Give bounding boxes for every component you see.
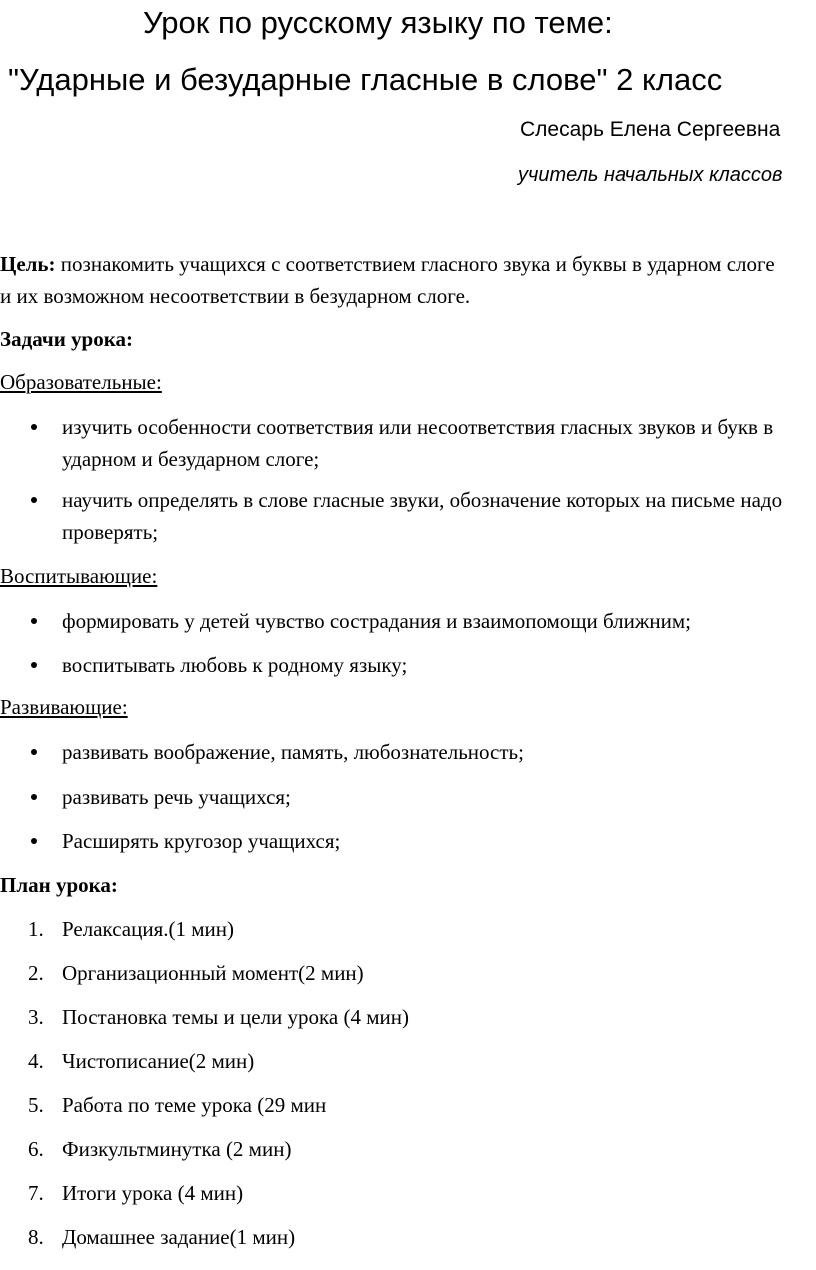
developing-heading: Развивающие:: [0, 695, 128, 719]
list-item: [62, 825, 807, 857]
list-item: [62, 736, 807, 768]
plan-item-text: Итоги урока (4 мин): [62, 1181, 244, 1205]
upbringing-heading: Воспитывающие:: [0, 564, 158, 588]
plan-item-text: Постановка темы и цели урока (4 мин): [62, 1005, 409, 1029]
plan-item-number: 6.: [28, 1137, 44, 1161]
bullet-icon: [31, 749, 37, 755]
list-item: [62, 484, 807, 548]
bullet-icon: [31, 794, 37, 800]
bullet-icon: [31, 838, 37, 844]
developing-item-3: Расширять кругозор учащихся;: [62, 829, 341, 853]
upbringing-item-2: воспитывать любовь к родному языку;: [62, 653, 408, 677]
plan-item-text: Физкультминутка (2 мин): [62, 1137, 292, 1161]
upbringing-item-1: формировать у детей чувство сострадания и взаимопомощи ближним;: [62, 609, 691, 633]
bullet-icon: [31, 662, 37, 668]
goal-text: познакомить учащихся с соответствием гласного звука и буквы в ударном слоге и их возможном несоответствии в безударном слоге.: [0, 252, 775, 308]
bullet-icon: [31, 497, 37, 503]
plan-item-5: [28, 1089, 802, 1121]
plan-heading: План урока:: [0, 873, 118, 897]
goal-paragraph: [0, 248, 790, 312]
developing-item-2: развивать речь учащихся;: [62, 785, 291, 809]
plan-item-number: 5.: [28, 1093, 44, 1117]
plan-item-text: Релаксация.(1 мин): [62, 917, 234, 941]
list-item: [62, 781, 807, 813]
list-item: [62, 605, 807, 637]
plan-item-number: 1.: [28, 917, 44, 941]
author-role: учитель начальных классов: [518, 164, 783, 186]
plan-item-3: [28, 1001, 802, 1033]
plan-item-text: Домашнее задание(1 мин): [62, 1225, 296, 1249]
goal-label: Цель:: [0, 252, 56, 276]
plan-item-text: Чистописание(2 мин): [62, 1049, 255, 1073]
plan-item-text: Организационный момент(2 мин): [62, 961, 364, 985]
plan-item-7: [28, 1177, 802, 1209]
plan-item-1: [28, 913, 802, 945]
list-item: [62, 649, 807, 681]
plan-item-number: 3.: [28, 1005, 44, 1029]
list-item: [62, 411, 807, 475]
developing-item-1: развивать воображение, память, любознательность;: [62, 740, 524, 764]
title-line-2: "Ударные и безударные гласные в слове" 2 класс: [8, 62, 723, 97]
plan-item-number: 4.: [28, 1049, 44, 1073]
educational-item-1: изучить особенности соответствия или несоответствия гласных звуков и букв в ударном и безударном слоге;: [62, 415, 774, 471]
plan-item-number: 8.: [28, 1225, 44, 1249]
plan-item-number: 2.: [28, 961, 44, 985]
educational-item-2: научить определять в слове гласные звуки, обозначение которых на письме надо проверять;: [62, 488, 783, 544]
educational-heading: Образовательные:: [0, 370, 162, 394]
bullet-icon: [31, 618, 37, 624]
plan-item-number: 7.: [28, 1181, 44, 1205]
plan-item-4: [28, 1045, 802, 1077]
plan-item-8: [28, 1221, 802, 1253]
plan-item-6: [28, 1133, 802, 1165]
plan-item-text: Работа по теме урока (29 мин: [62, 1093, 327, 1117]
plan-item-2: [28, 957, 802, 989]
author-name: Слесарь Елена Сергеевна: [520, 118, 781, 141]
bullet-icon: [31, 424, 37, 430]
tasks-heading: Задачи урока:: [0, 327, 134, 351]
title-line-1: Урок по русскому языку по теме:: [143, 5, 613, 40]
